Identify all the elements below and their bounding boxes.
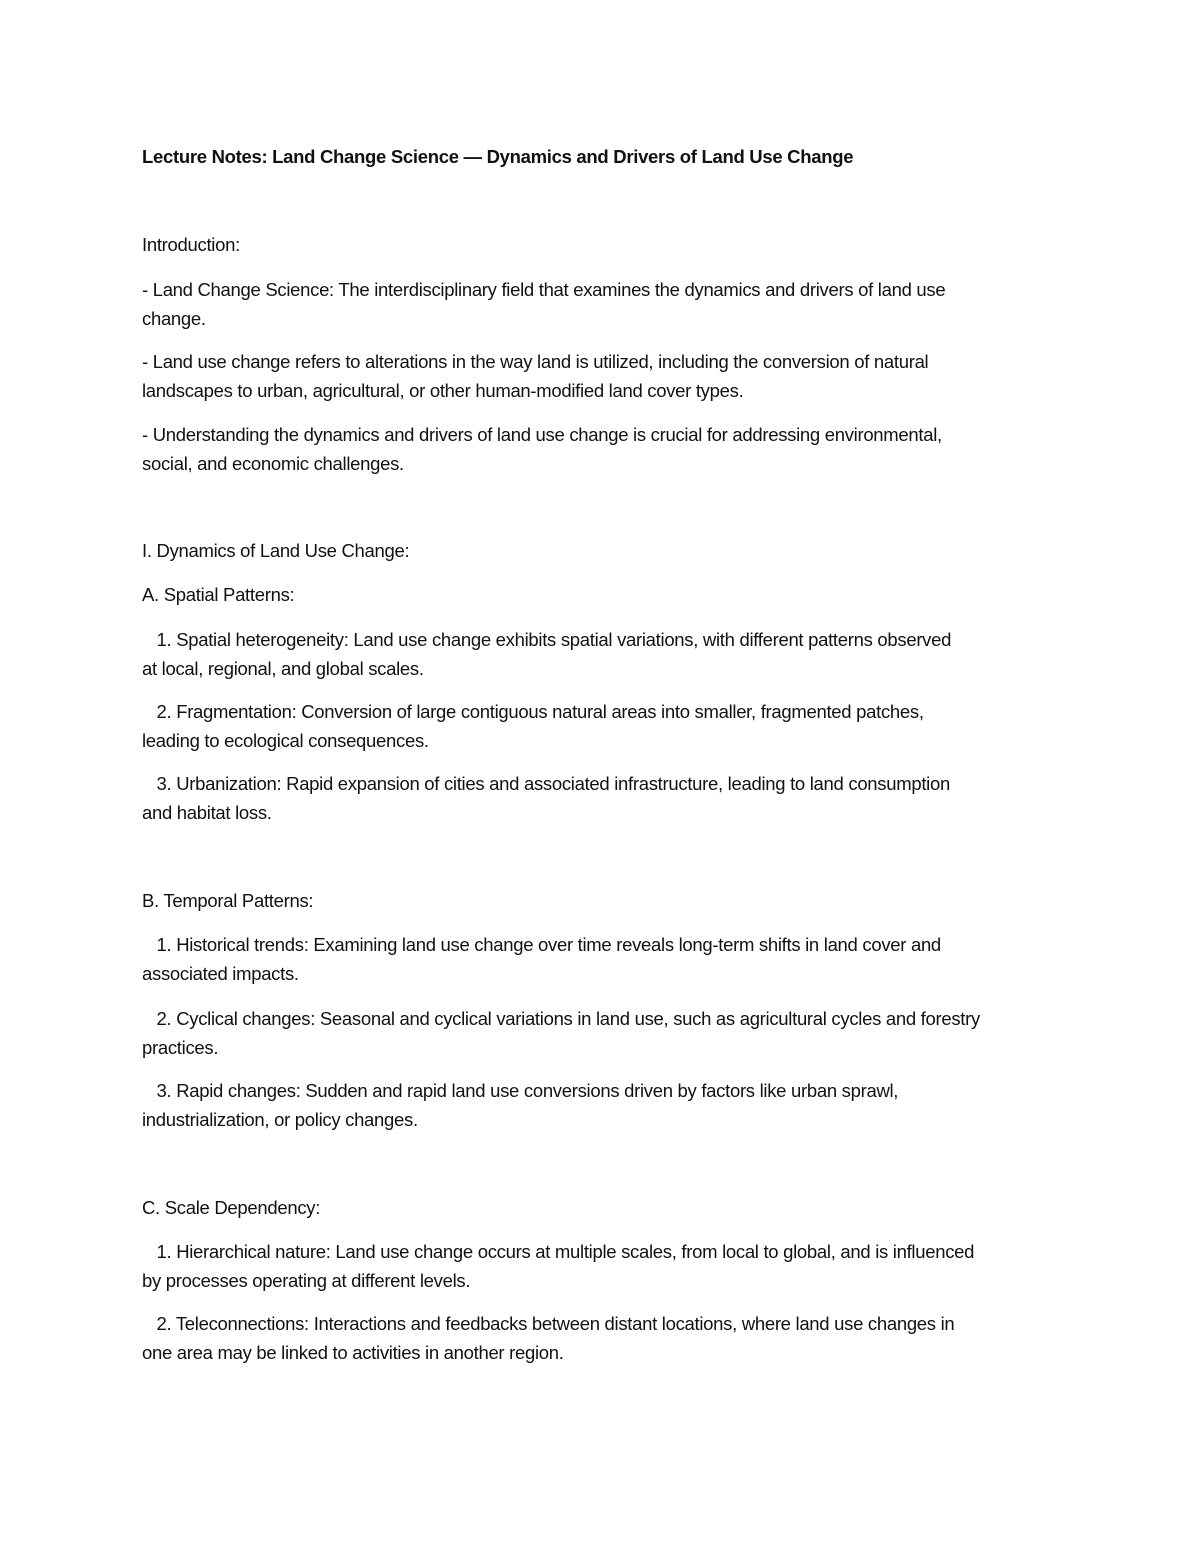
intro-heading: Introduction:	[142, 234, 240, 255]
subsection-b-heading: B. Temporal Patterns:	[142, 890, 314, 911]
subsection-b-item-2-line-2: practices.	[142, 1037, 219, 1058]
intro-paragraph-3-line-2: social, and economic challenges.	[142, 453, 404, 474]
intro-paragraph-3-line-1: - Understanding the dynamics and drivers of land use change is crucial for addressing environmental,	[142, 424, 942, 445]
subsection-b-item-1-line-1: 1. Historical trends: Examining land use change over time reveals long-term shifts in land cover and	[142, 934, 941, 955]
subsection-c-item-2-line-2: one area may be linked to activities in another region.	[142, 1342, 564, 1363]
subsection-a-heading: A. Spatial Patterns:	[142, 584, 295, 605]
subsection-a-item-1-line-1: 1. Spatial heterogeneity: Land use change exhibits spatial variations, with different patterns observed	[142, 629, 952, 650]
document-title: Lecture Notes: Land Change Science — Dynamics and Drivers of Land Use Change	[142, 146, 854, 167]
subsection-b-item-2-line-1: 2. Cyclical changes: Seasonal and cyclical variations in land use, such as agricultural cycles and forestry	[142, 1008, 980, 1029]
subsection-a-item-2-line-1: 2. Fragmentation: Conversion of large contiguous natural areas into smaller, fragmented patches,	[142, 701, 924, 722]
subsection-a-item-1-line-2: at local, regional, and global scales.	[142, 658, 424, 679]
subsection-a-item-2-line-2: leading to ecological consequences.	[142, 730, 429, 751]
subsection-c-item-1-line-2: by processes operating at different levels.	[142, 1270, 471, 1291]
subsection-b-item-3-line-1: 3. Rapid changes: Sudden and rapid land use conversions driven by factors like urban sprawl,	[142, 1080, 899, 1101]
subsection-c-item-1-line-1: 1. Hierarchical nature: Land use change occurs at multiple scales, from local to global, and is influenced	[142, 1241, 975, 1262]
section-1-heading: I. Dynamics of Land Use Change:	[142, 540, 410, 561]
subsection-c-heading: C. Scale Dependency:	[142, 1197, 321, 1218]
intro-paragraph-1-line-1: - Land Change Science: The interdisciplinary field that examines the dynamics and drivers of land use	[142, 279, 946, 300]
intro-paragraph-1-line-2: change.	[142, 308, 206, 329]
intro-paragraph-2-line-2: landscapes to urban, agricultural, or other human-modified land cover types.	[142, 380, 744, 401]
subsection-b-item-1-line-2: associated impacts.	[142, 963, 299, 984]
subsection-b-item-3-line-2: industrialization, or policy changes.	[142, 1109, 418, 1130]
subsection-a-item-3-line-2: and habitat loss.	[142, 802, 272, 823]
subsection-a-item-3-line-1: 3. Urbanization: Rapid expansion of cities and associated infrastructure, leading to land consumption	[142, 773, 950, 794]
subsection-c-item-2-line-1: 2. Teleconnections: Interactions and feedbacks between distant locations, where land use changes in	[142, 1313, 955, 1334]
intro-paragraph-2-line-1: - Land use change refers to alterations in the way land is utilized, including the conversion of natural	[142, 351, 929, 372]
